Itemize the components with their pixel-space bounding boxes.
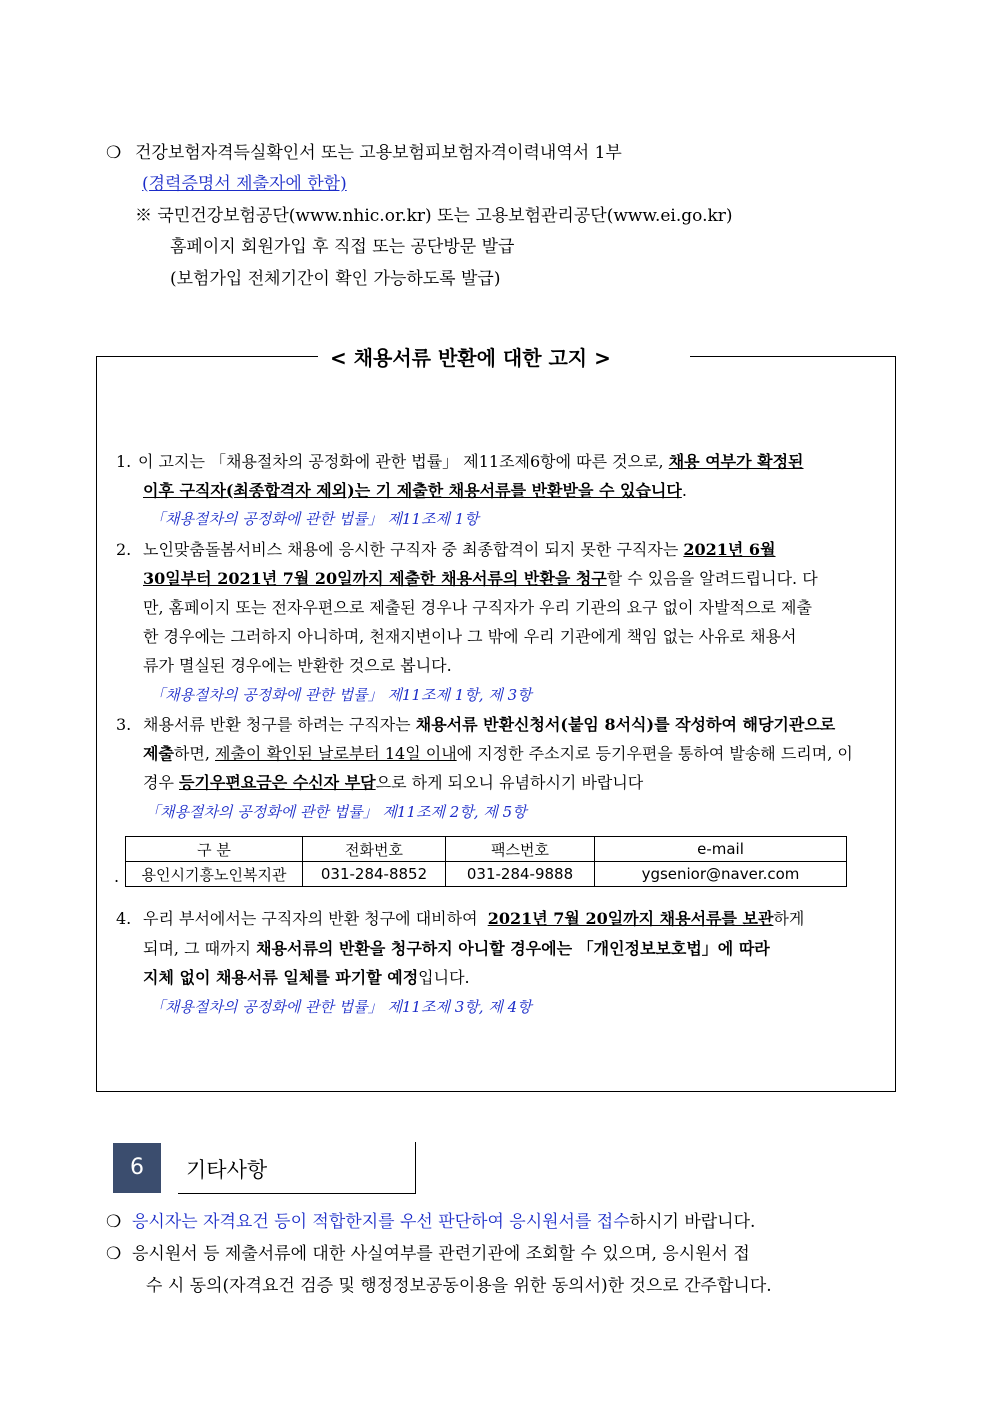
etc-item-2-line2: 수 시 동의(자격요건 검증 및 행정정보공동이용을 위한 동의서)한 것으로 간주합니다. xyxy=(146,1276,772,1296)
notice-border xyxy=(690,356,895,357)
notice-item-1-line2: 이후 구직자(최종합격자 제외)는 기 제출한 채용서류를 반환받을 수 있습니다. xyxy=(143,481,687,500)
section-underline xyxy=(178,1193,416,1194)
header-cell: 전화번호 xyxy=(303,837,446,862)
header-cell: 구 분 xyxy=(126,837,303,862)
section-title: 기타사항 xyxy=(186,1158,268,1182)
doc-note: (보험가입 전체기간이 확인 가능하도록 발급) xyxy=(170,269,501,289)
section-number-badge: 6 xyxy=(113,1143,161,1193)
contact-table xyxy=(125,836,847,887)
doc-line: 건강보험자격득실확인서 또는 고용보험피보험자격이력내역서 1부 xyxy=(135,143,622,163)
etc-item-2-line1: 응시원서 등 제출서류에 대한 사실여부를 관련기관에 조회할 수 있으며, 응시원서 접 xyxy=(132,1244,750,1264)
header-cell: e-mail xyxy=(595,837,847,862)
notice-item-4-line1: 우리 부서에서는 구직자의 반환 청구에 대비하여 2021년 7월 20일까지 채용서류를 보관하게 xyxy=(143,909,805,928)
notice-item-3-line3: 경우 등기우편요금은 수신자 부담으로 하게 되오니 유념하시기 바랍니다 xyxy=(143,773,644,792)
notice-item-1-line1: 이 고지는 「채용절차의 공정화에 관한 법률」 제11조제6항에 따른 것으로, 채용 여부가 확정된 xyxy=(138,452,804,471)
notice-item-2-line5: 류가 멸실된 경우에는 반환한 것으로 봅니다. xyxy=(143,656,452,675)
notice-item-3-line1: 채용서류 반환 청구를 하려는 구직자는 채용서류 반환신청서(붙임 8서식)를 작성하여 해당기관으로 xyxy=(143,715,836,734)
doc-note: ※ 국민건강보험공단(www.nhic.or.kr) 또는 고용보험관리공단(www.ei.go.kr) xyxy=(135,206,733,226)
cell-org: 용인시기흥노인복지관 xyxy=(126,862,303,887)
notice-item-2-line3: 만, 홈페이지 또는 전자우편으로 제출된 경우나 구직자가 우리 기관의 요구 없이 자발적으로 제출 xyxy=(143,598,812,617)
law-reference: 「채용절차의 공정화에 관한 법률」 제11조제 1항, 제 3항 xyxy=(150,686,532,704)
notice-item-4-line3: 지체 없이 채용서류 일체를 파기할 예정입니다. xyxy=(143,968,470,987)
notice-border xyxy=(96,356,318,357)
item-number: 2. xyxy=(116,540,132,559)
etc-item-1: 응시자는 자격요건 등이 적합한지를 우선 판단하여 응시원서를 접수하시기 바랍니다. xyxy=(132,1212,756,1232)
cell-email: ygsenior@naver.com xyxy=(595,862,847,887)
bullet: ❍ xyxy=(106,1212,122,1232)
notice-item-3-line2: 제출하면, 제출이 확인된 날로부터 14일 이내에 지정한 주소지로 등기우편을 통하여 발송해 드리며, 이 xyxy=(143,744,853,763)
doc-note-blue: (경력증명서 제출자에 한함) xyxy=(142,174,347,194)
law-reference: 「채용절차의 공정화에 관한 법률」 제11조제 2항, 제 5항 xyxy=(145,803,527,821)
law-reference: 「채용절차의 공정화에 관한 법률」 제11조제 1항 xyxy=(150,510,479,528)
section-divider xyxy=(415,1142,416,1194)
law-reference: 「채용절차의 공정화에 관한 법률」 제11조제 3항, 제 4항 xyxy=(150,998,532,1016)
bullet: ❍ xyxy=(106,1244,122,1264)
notice-item-4-line2: 되며, 그 때까지 채용서류의 반환을 청구하지 아니할 경우에는 「개인정보보호법」에 따라 xyxy=(143,939,770,958)
item-number: 4. xyxy=(116,909,132,928)
bullet: ❍ xyxy=(106,143,122,163)
cell-fax: 031-284-9888 xyxy=(446,862,595,887)
table-dot: . xyxy=(114,867,120,886)
notice-item-2-line2: 30일부터 2021년 7월 20일까지 제출한 채용서류의 반환을 청구할 수 있음을 알려드립니다. 다 xyxy=(143,569,818,588)
table-row xyxy=(126,862,847,887)
cell-phone: 031-284-8852 xyxy=(303,862,446,887)
notice-item-2-line1: 노인맞춤돌봄서비스 채용에 응시한 구직자 중 최종합격이 되지 못한 구직자는 2021년 6월 xyxy=(143,540,776,559)
doc-note: 홈페이지 회원가입 후 직접 또는 공단방문 발급 xyxy=(170,237,515,257)
header-cell: 팩스번호 xyxy=(446,837,595,862)
notice-item-2-line4: 한 경우에는 그러하지 아니하며, 천재지변이나 그 밖에 우리 기관에게 책임 없는 사유로 채용서 xyxy=(143,627,797,646)
notice-title: < 채용서류 반환에 대한 고지 > xyxy=(330,346,611,370)
item-number: 3. xyxy=(116,715,132,734)
table-header-row xyxy=(126,837,847,862)
item-number: 1. xyxy=(116,452,132,471)
